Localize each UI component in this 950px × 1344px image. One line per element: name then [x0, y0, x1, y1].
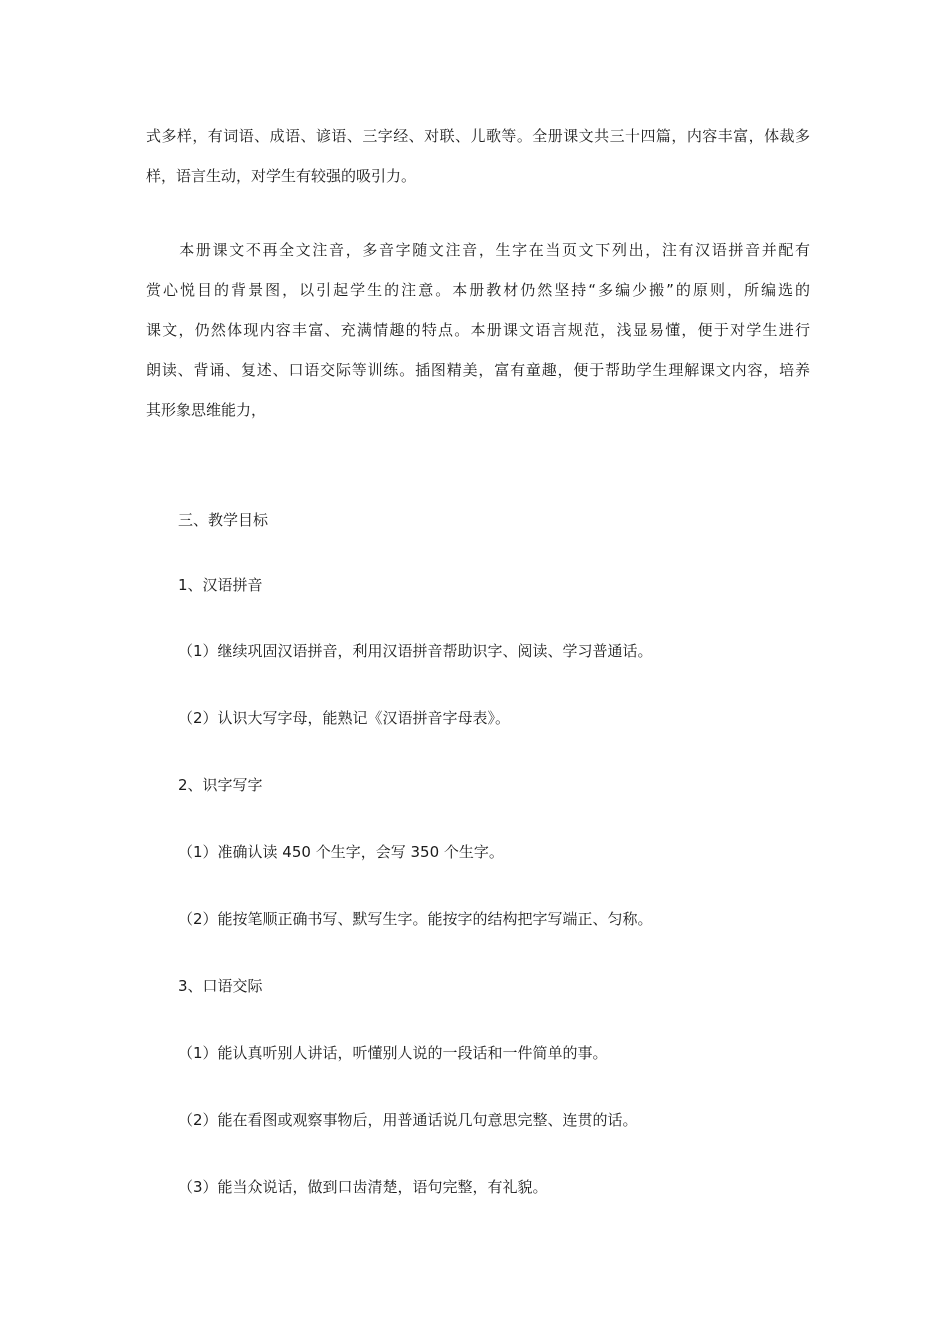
goal-item: （2）能在看图或观察事物后，用普通话说几句意思完整、连贯的话。: [178, 1111, 638, 1129]
paragraph-line: 朗读、背诵、复述、口语交际等训练。插图精美，富有童趣，便于帮助学生理解课文内容，培养: [146, 361, 810, 379]
paragraph-textbook-content: [146, 116, 810, 196]
paragraph-line: 本册课文不再全文注音，多音字随文注音，生字在当页文下列出，注有汉语拼音并配有: [146, 241, 810, 259]
paragraph-line: 样，语言生动，对学生有较强的吸引力。: [146, 167, 417, 185]
paragraph-line: 赏心悦目的背景图，以引起学生的注意。本册教材仍然坚持“多编少搬”的原则，所编选的: [146, 281, 810, 299]
paragraph-line: 式多样，有词语、成语、谚语、三字经、对联、儿歌等。全册课文共三十四篇，内容丰富，体裁多: [146, 127, 810, 145]
goal-item: （2）认识大写字母，能熟记《汉语拼音字母表》。: [178, 709, 511, 727]
goal-item: （1）准确认读 450 个生字，会写 350 个生字。: [178, 843, 504, 861]
paragraph-line: 其形象思维能力，: [146, 401, 267, 419]
subsection-title-literacy: 2、识字写字: [178, 776, 263, 794]
paragraph-line: 课文，仍然体现内容丰富、充满情趣的特点。本册课文语言规范，浅显易懂，便于对学生进行: [146, 321, 810, 339]
goal-item: （1）继续巩固汉语拼音，利用汉语拼音帮助识字、阅读、学习普通话。: [178, 642, 653, 660]
paragraph-textbook-features: [146, 230, 810, 430]
subsection-title-oral: 3、口语交际: [178, 977, 263, 995]
subsection-title-pinyin: 1、汉语拼音: [178, 576, 263, 594]
goal-item: （3）能当众说话，做到口齿清楚，语句完整，有礼貌。: [178, 1178, 548, 1196]
goal-item: （1）能认真听别人讲话，听懂别人说的一段话和一件简单的事。: [178, 1044, 608, 1062]
section-heading: 三、教学目标: [178, 511, 269, 529]
goal-item: （2）能按笔顺正确书写、默写生字。能按字的结构把字写端正、匀称。: [178, 910, 653, 928]
